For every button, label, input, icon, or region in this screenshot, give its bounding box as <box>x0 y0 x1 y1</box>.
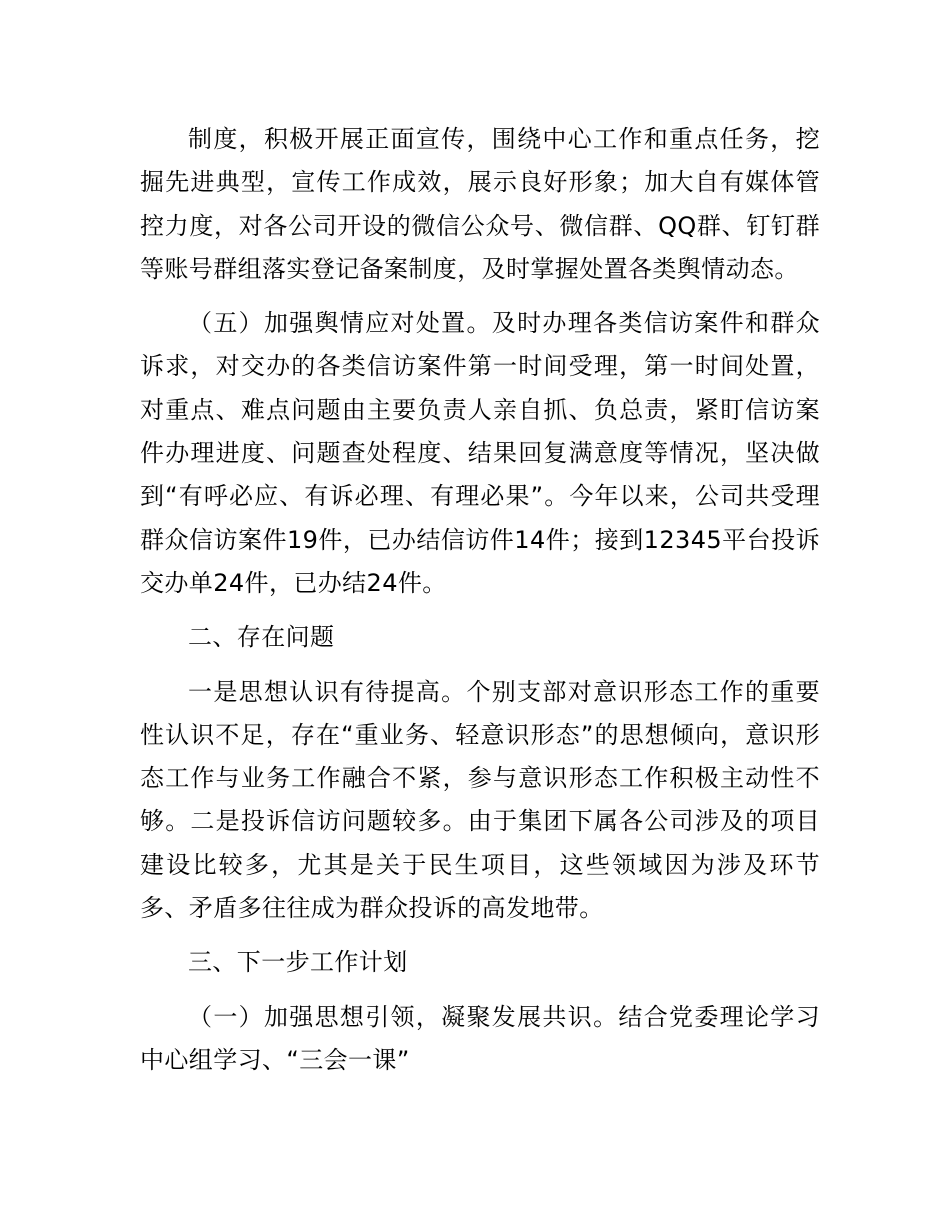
section-heading-next-plan: 三、下一步工作计划 <box>188 948 408 977</box>
paragraph-public-opinion-handling: （五）加强舆情应对处置。及时办理各类信访案件和群众诉求，对交办的各类信访案件第一时间受理，第一时间处置，对重点、难点问题由主要负责人亲自抓、负总责，紧盯信访案件办理进度、问题查处程度、结果回复满意度等情况，坚决做到“有呼必应、有诉必理、有理必果”。今年以来，公司共受理群众信访案件19件，已办结信访件14件；接到12345平台投诉交办单24件，已办结24件。 <box>140 309 820 597</box>
paragraph-media-control: 制度，积极开展正面宣传，围绕中心工作和重点任务，挖掘先进典型，宣传工作成效，展示良好形象；加大自有媒体管控力度，对各公司开设的微信公众号、微信群、QQ群、钉钉群等账号群组落实登记备案制度，及时掌握处置各类舆情动态。 <box>140 125 820 283</box>
paragraph-thought-guidance: （一）加强思想引领，凝聚发展共识。结合党委理论学习中心组学习、“三会一课” <box>140 1002 820 1074</box>
document-body <box>140 118 820 1093</box>
paragraph-problems: 一是思想认识有待提高。个别支部对意识形态工作的重要性认识不足，存在“重业务、轻意识形态”的思想倾向，意识形态工作与业务工作融合不紧，参与意识形态工作积极主动性不够。二是投诉信访问题较多。由于集团下属各公司涉及的项目建设比较多，尤其是关于民生项目，这些领域因为涉及环节多、矛盾多往往成为群众投诉的高发地带。 <box>140 677 820 923</box>
section-heading-existing-problems: 二、存在问题 <box>188 623 335 652</box>
